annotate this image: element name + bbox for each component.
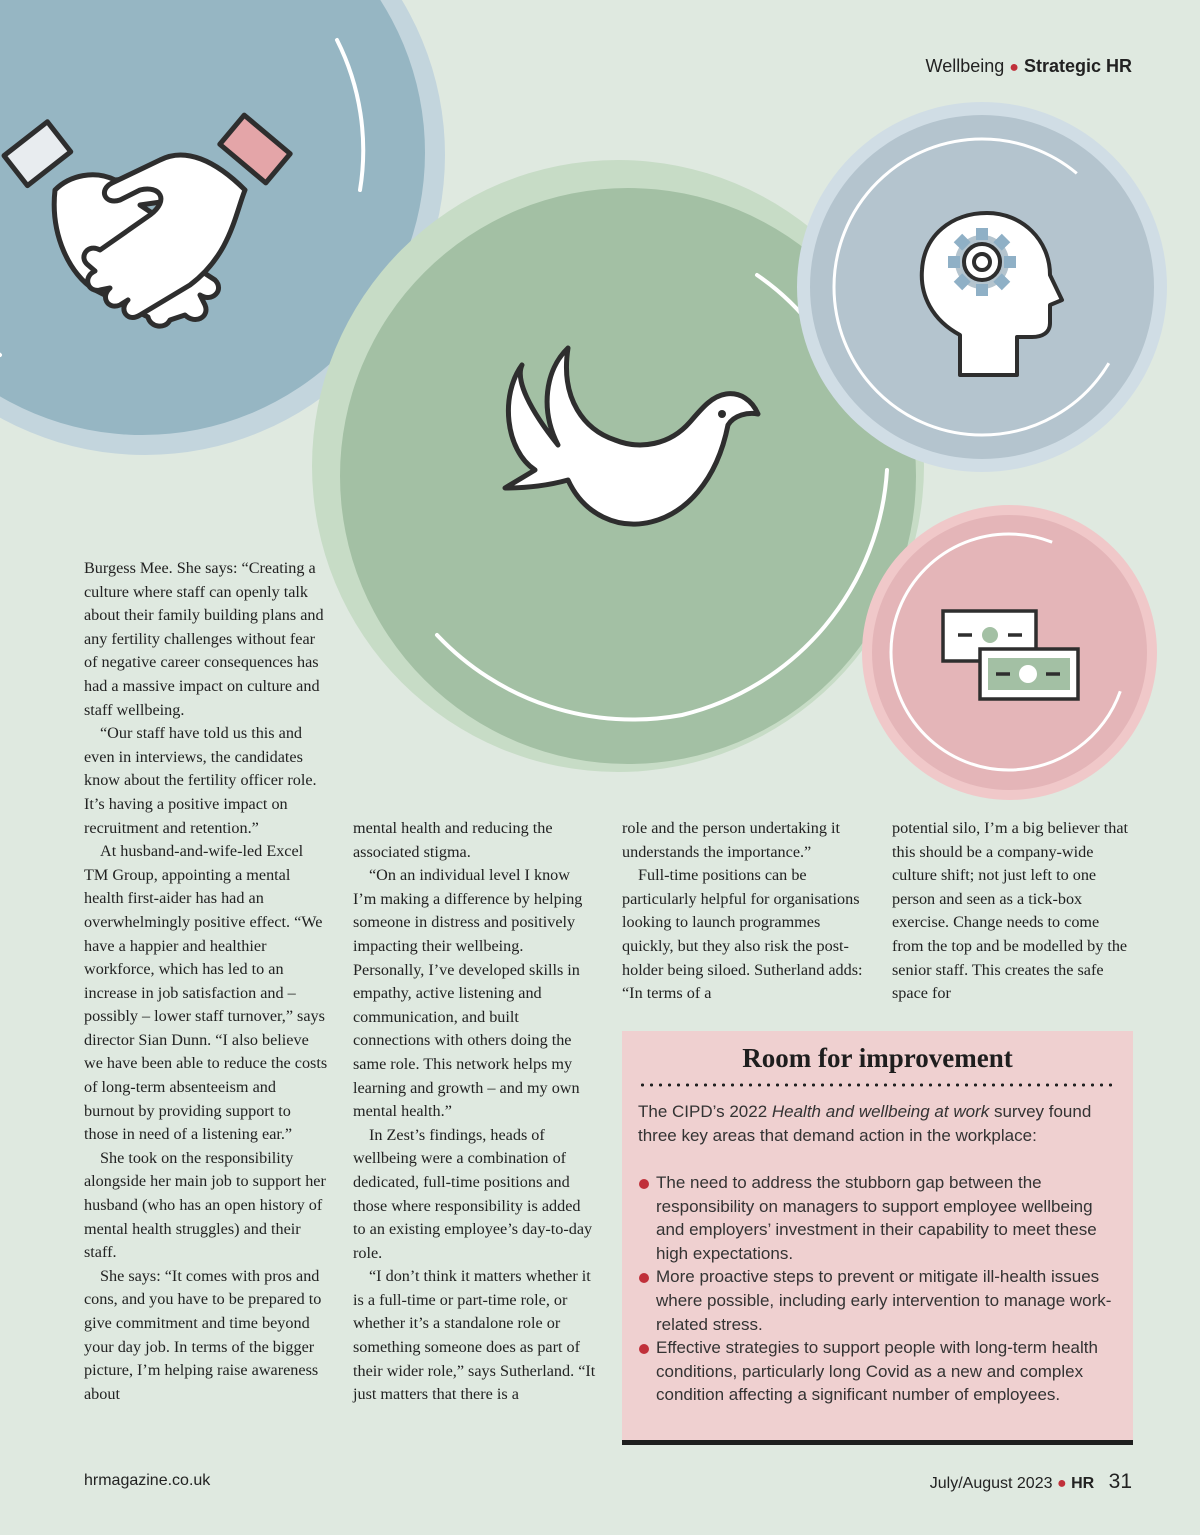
paragraph: At husband-and-wife-led Excel TM Group, appointing a mental health first-aider has had an overwhelmingly positive effect. “We have a happier and healthier workforce, which has led to an increase in job satisfaction and – possibly – lower staff turnover,” says director Sian Dunn. “I also believe we have been able to reduce the costs of long-term absenteeism and burnout by providing support to those in need of a listening ear.”	[84, 842, 328, 1144]
paragraph: “On an individual level I know I’m making a difference by helping someone in distress and positively impacting their wellbeing. Personally, I’ve developed skills in empathy, active listening and communication, and built connections with others doing the same role. This network helps my learning and growth – and my own mental health.”	[353, 866, 583, 1121]
paragraph: Burgess Mee. She says: “Creating a culture where staff can openly talk about their family building plans and any fertility challenges without fear of negative career consequences has had a massive impact on culture and staff wellbeing.	[84, 559, 324, 719]
dotted-divider	[638, 1083, 1117, 1087]
paragraph: In Zest’s findings, heads of wellbeing were a combination of dedicated, full-time positions and those where responsibility is added to an existing employee’s day-to-day role.	[353, 1125, 593, 1262]
footer-issue-info	[930, 1470, 1132, 1494]
handshake-icon	[0, 105, 310, 335]
article-column-2	[353, 817, 597, 1407]
box-intro-start: The CIPD’s 2022	[638, 1102, 772, 1121]
head-gear-icon	[912, 205, 1072, 380]
box-title: Room for improvement	[742, 1043, 1013, 1073]
footer-bullet: ●	[1056, 1475, 1067, 1492]
paragraph: Full-time positions can be particularly helpful for organisations looking to launch programmes quickly, but they also risk the post-holder being siloed. Sutherland adds: “In terms of a	[622, 866, 863, 1003]
box-intro-end: survey found three key areas that demand action in the workplace:	[638, 1102, 1092, 1145]
header-bullet: ●	[1009, 59, 1019, 76]
paragraph: She took on the responsibility alongside her main job to support her husband (who has an open history of mental health struggles) and their staff.	[84, 1148, 326, 1262]
page-number: 31	[1108, 1470, 1132, 1493]
paragraph: She says: “It comes with pros and cons, and you have to be prepared to give commitment and time beyond your day job. In terms of the bigger picture, I’m helping raise awareness about	[84, 1266, 322, 1403]
article-column-3	[622, 817, 868, 1006]
list-item: More proactive steps to prevent or mitigate ill-health issues where possible, including early intervention to manage work-related stress.	[638, 1265, 1119, 1336]
dove-icon	[490, 340, 770, 560]
section-title: Strategic HR	[1023, 56, 1132, 76]
section-label: Wellbeing	[925, 56, 1005, 76]
article-column-1	[84, 557, 328, 1406]
list-item: Effective strategies to support people with long-term health conditions, particularly long Covid as a new and complex condition affecting a significant number of employees.	[638, 1336, 1119, 1407]
paragraph: role and the person undertaking it understands the importance.”	[622, 819, 841, 861]
box-intro	[638, 1100, 1117, 1147]
list-item: The need to address the stubborn gap between the responsibility on managers to support employee wellbeing and employers’ investment in their capability to meet these high expectations.	[638, 1171, 1119, 1265]
survey-name: Health and wellbeing at work	[771, 1102, 990, 1121]
paragraph: “Our staff have told us this and even in interviews, the candidates know about the fertility officer role. It’s having a positive impact on recruitment and retention.”	[84, 724, 317, 837]
banknotes-icon	[940, 608, 1082, 703]
footer-site: hrmagazine.co.uk	[84, 1472, 211, 1489]
paragraph: mental health and reducing the associated stigma.	[353, 819, 553, 861]
article-column-4	[892, 817, 1128, 1006]
paragraph: potential silo, I’m a big believer that this should be a company-wide culture shift; not just left to one person and seen as a tick-box exercise. Change needs to come from the top and be modelled by the senior staff. This creates the safe space for	[892, 819, 1128, 1003]
section-header	[926, 56, 1132, 77]
footer-brand: HR	[1071, 1475, 1095, 1492]
issue-date: July/August 2023	[929, 1475, 1053, 1492]
paragraph: “I don’t think it matters whether it is a full-time or part-time role, or whether it’s a standalone role or something someone does as part of their wider role,” says Sutherland. “It just matters that there is a	[353, 1267, 596, 1404]
room-for-improvement-box	[622, 1031, 1133, 1445]
box-bullet-list	[638, 1171, 1119, 1407]
